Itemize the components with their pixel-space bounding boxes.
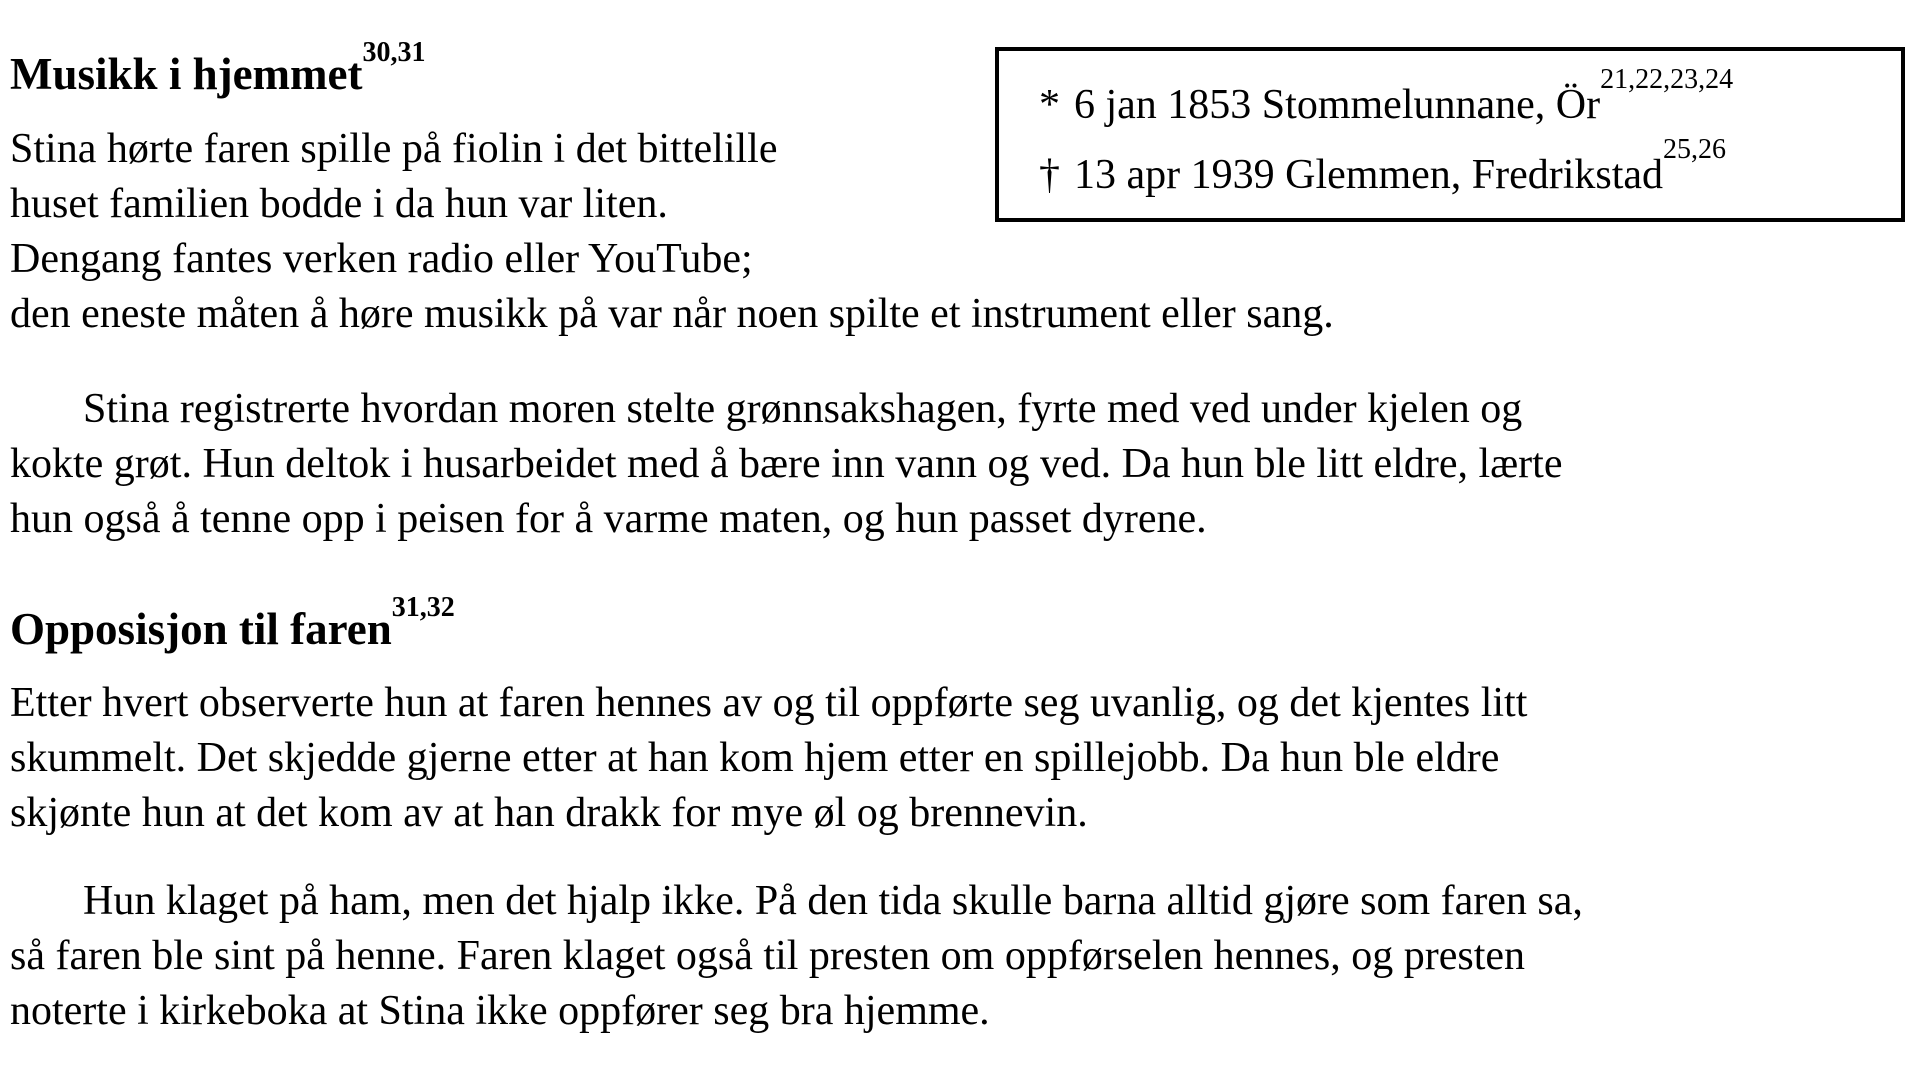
paragraph-line: huset familien bodde i da hun var liten.	[10, 181, 668, 227]
birth-date-place: 6 jan 1853 Stommelunnane, Ör	[1074, 82, 1601, 128]
paragraph-line: hun også å tenne opp i peisen for å varme maten, og hun passet dyrene.	[10, 496, 1207, 542]
heading-text: Opposisjon til faren	[10, 604, 392, 654]
footnote-reference: 25,26	[1663, 134, 1727, 165]
paragraph-line: skummelt. Det skjedde gjerne etter at han kom hjem etter en spillejobb. Da hun ble eldre	[10, 735, 1500, 781]
paragraph-line: Stina hørte faren spille på fiolin i det bittelille	[10, 126, 778, 172]
paragraph-line: så faren ble sint på henne. Faren klaget også til presten om oppførselen hennes, og presten	[10, 933, 1526, 979]
paragraph-line: kokte grøt. Hun deltok i husarbeidet med å bære inn vann og ved. Da hun ble litt eldre, lærte	[10, 441, 1563, 487]
footnote-reference: 30,31	[362, 37, 426, 68]
paragraph-line: Etter hvert observerte hun at faren hennes av og til oppførte seg uvanlig, og det kjentes litt	[10, 680, 1528, 726]
death-date-place: 13 apr 1939 Glemmen, Fredrikstad	[1074, 152, 1664, 198]
paragraph-line: noterte i kirkeboka at Stina ikke oppfører seg bra hjemme.	[10, 988, 990, 1034]
paragraph-line: Dengang fantes verken radio eller YouTube;	[10, 236, 753, 282]
section-heading-musikk-i-hjemmet	[10, 37, 426, 99]
paragraph-opposition-1	[10, 676, 1900, 841]
paragraph-line: den eneste måten å høre musikk på var når noen spilte et instrument eller sang.	[10, 291, 1334, 337]
born-symbol: *	[1039, 82, 1060, 128]
died-symbol: †	[1039, 152, 1060, 198]
footnote-reference: 31,32	[391, 592, 455, 623]
paragraph-music-2	[10, 382, 1900, 547]
paragraph-music-1	[10, 122, 1900, 342]
footnote-reference: 21,22,23,24	[1600, 64, 1734, 95]
heading-text: Musikk i hjemmet	[10, 49, 363, 99]
paragraph-opposition-2	[10, 874, 1900, 1039]
paragraph-line: Hun klaget på ham, men det hjalp ikke. På den tida skulle barna alltid gjøre som faren sa,	[83, 878, 1583, 924]
paragraph-line: Stina registrerte hvordan moren stelte grønnsakshagen, fyrte med ved under kjelen og	[83, 386, 1523, 432]
section-heading-opposisjon-til-faren	[10, 592, 455, 654]
paragraph-line: skjønte hun at det kom av at han drakk for mye øl og brennevin.	[10, 790, 1088, 836]
